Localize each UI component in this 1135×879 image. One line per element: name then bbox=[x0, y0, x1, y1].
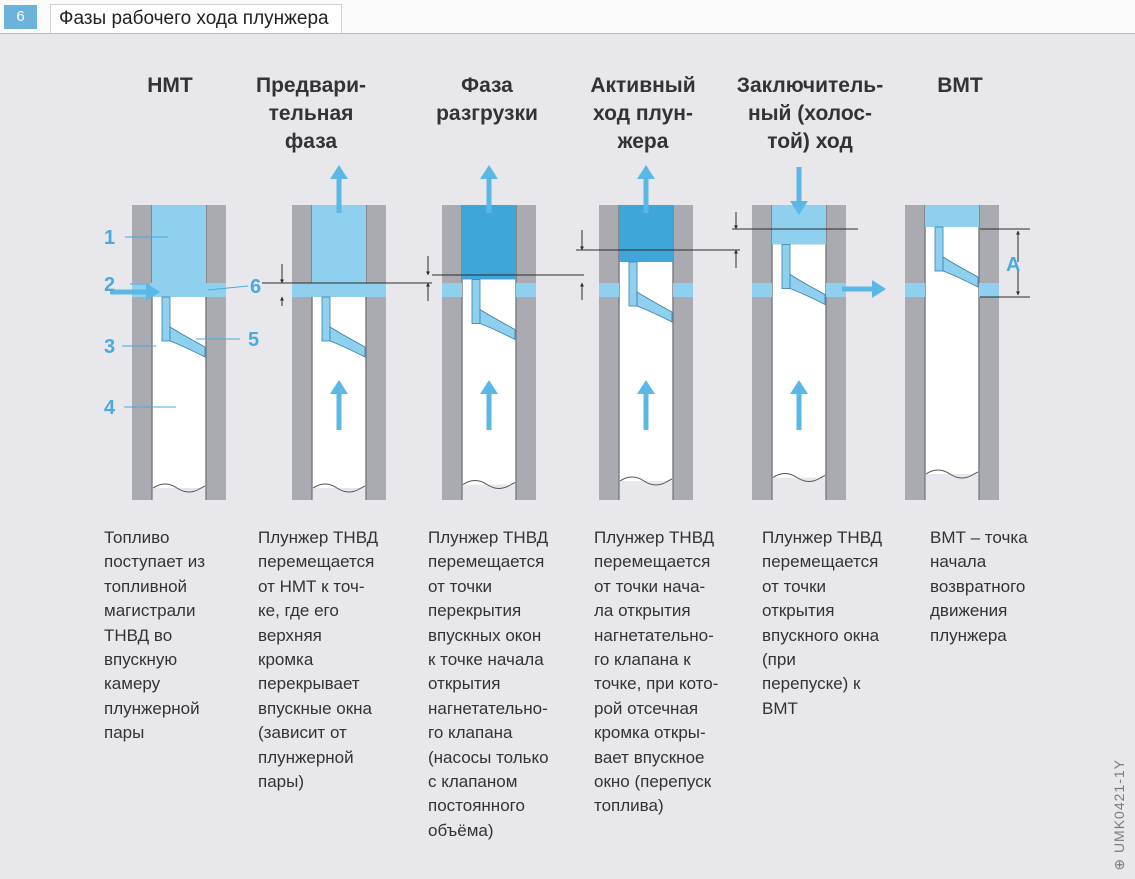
phase-0-barrel-left-wall bbox=[132, 205, 152, 500]
phase-title-residual-stroke: Заключитель- ный (холос- той) ход bbox=[736, 74, 884, 153]
phase-4-barrel-right-wall bbox=[826, 205, 846, 500]
phase-3-inlet-port-right bbox=[673, 283, 693, 297]
phase-5-inlet-port-left bbox=[905, 283, 925, 297]
phase-3-barrel-right-wall bbox=[673, 205, 693, 500]
phase-4-spill-flow-arrow-head bbox=[872, 280, 886, 298]
phase-5-plunger-vertical-channel bbox=[935, 227, 943, 271]
callout-label-3: 3 bbox=[104, 336, 116, 358]
phase-4-inlet-port-left bbox=[752, 283, 772, 297]
phase-1-outlet-flow-arrow-head bbox=[330, 165, 348, 179]
phase-2-outlet-flow-arrow-head bbox=[480, 165, 498, 179]
phase-2-plunger-vertical-channel bbox=[472, 280, 480, 324]
phase-caption-bdc: Топливо поступает из топливной магистрали ТНВД во впускную камеру плунжерной пары bbox=[104, 528, 205, 743]
phase-caption-tdc: ВМТ – точка начала возвратного движения плунжера bbox=[930, 528, 1028, 645]
phase-5-barrel-left-wall bbox=[905, 205, 925, 500]
phase-title-tdc: ВМТ bbox=[937, 74, 983, 97]
phase-0-plunger bbox=[153, 297, 205, 488]
phase-3-plunger-vertical-channel bbox=[629, 262, 637, 306]
phase-1-plunger-vertical-channel bbox=[322, 297, 330, 341]
phase-title-effective-stroke: Активный ход плун- жера bbox=[590, 74, 696, 153]
phase-0-plunger-vertical-channel bbox=[162, 297, 170, 341]
phase-1-inlet-port-right bbox=[366, 283, 386, 297]
phase-3-pump-chamber-fuel bbox=[619, 205, 673, 262]
callout-label-2: 2 bbox=[104, 274, 116, 296]
phase-title-unloading: Фаза разгрузки bbox=[436, 74, 538, 125]
phase-5-barrel-right-wall bbox=[979, 205, 999, 500]
callout-label-4: 4 bbox=[104, 397, 116, 419]
phase-2-pump-chamber-fuel bbox=[462, 205, 516, 280]
phase-1-inlet-port-left bbox=[292, 283, 312, 297]
figure-title: Фазы рабочего хода плунжера bbox=[50, 4, 342, 33]
phase-3-outlet-flow-arrow-head bbox=[637, 165, 655, 179]
phase-2-barrel-left-wall bbox=[442, 205, 462, 500]
callout-label-1: 1 bbox=[104, 227, 116, 249]
phase-3-inlet-port-left bbox=[599, 283, 619, 297]
phase-3-barrel-left-wall bbox=[599, 205, 619, 500]
phase-title-bdc: НМТ bbox=[147, 74, 193, 97]
phase-3-plunger bbox=[620, 262, 672, 481]
phase-caption-residual-stroke: Плунжер ТНВД перемещается от точки открытия впускного окна (при перепуске) к ВМТ bbox=[762, 528, 883, 718]
phase-caption-unloading: Плунжер ТНВД перемещается от точки перекрытия впускных окон к точке начала открытия нагнетательно- го клапана (насосы только с клапаном постоянного объёма) bbox=[428, 528, 549, 840]
phase-5-inlet-port-right bbox=[979, 283, 999, 297]
phase-1-barrel-left-wall bbox=[292, 205, 312, 500]
phase-5-pump-chamber-fuel bbox=[925, 205, 979, 227]
phase-2-barrel-right-wall bbox=[516, 205, 536, 500]
phase-1-port-fuel bbox=[312, 283, 366, 297]
callout-label-5: 5 bbox=[248, 329, 260, 351]
callout-label-6: 6 bbox=[250, 276, 262, 298]
phase-4-barrel-left-wall bbox=[752, 205, 772, 500]
phase-0-barrel-right-wall bbox=[206, 205, 226, 500]
figure-number: 6 bbox=[4, 5, 37, 29]
phase-4-plunger-vertical-channel bbox=[782, 245, 790, 289]
dimension-label-a: A bbox=[1006, 254, 1021, 276]
image-code: ⊕ UMK0421-1Y bbox=[1111, 759, 1127, 871]
phase-2-inlet-port-left bbox=[442, 283, 462, 297]
phase-2-inlet-port-right bbox=[516, 283, 536, 297]
phase-title-prestroke: Предвари- тельная фаза bbox=[256, 74, 366, 153]
phase-1-barrel-right-wall bbox=[366, 205, 386, 500]
phase-0-port-fuel bbox=[152, 283, 206, 297]
phase-caption-effective-stroke: Плунжер ТНВД перемещается от точки нача- ла открытия нагнетательно- го клапана к точке, при кото- рой отсечная кромка откры- вает впускное окно (перепуск топлива) bbox=[594, 528, 719, 816]
phase-caption-prestroke: Плунжер ТНВД перемещается от НМТ к точ- ке, где его верхняя кромка перекрывает впускные окна (зависит от плунжерной пары) bbox=[258, 528, 379, 792]
